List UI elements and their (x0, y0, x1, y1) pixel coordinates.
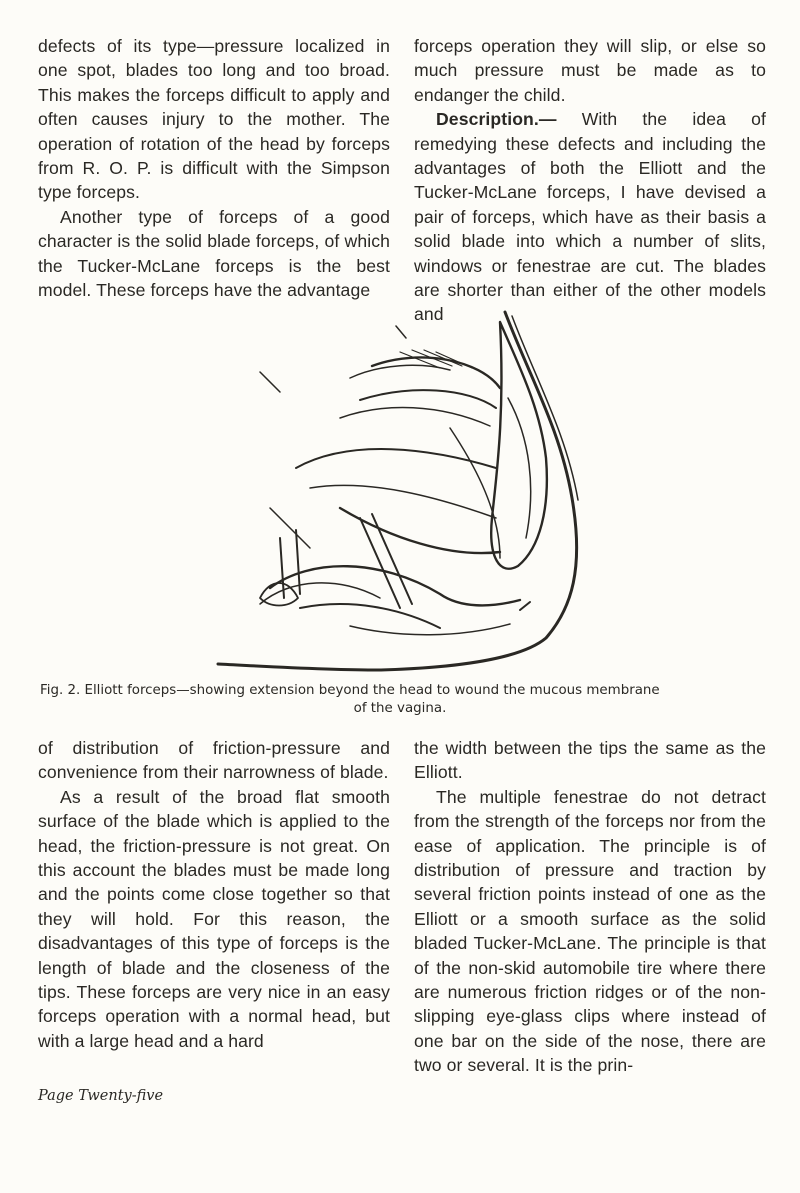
paragraph: of distribution of friction-pressure and convenience from their narrowness of blade. (38, 738, 390, 783)
paragraph: defects of its type—pressure localized in one spot, blades too long and too broad. This makes the forceps difficult to apply and often causes injury to the mother. The operation of rotation of the head by forceps from R. O. P. is difficult with the Simpson type forceps. (38, 36, 390, 203)
text-column-top-left (38, 34, 390, 302)
paragraph: As a result of the broad flat smooth surface of the blade which is applied to the head, the friction-pressure is not great. On this account the blades must be made long and the points come close together so that they will hold. For this reason, the disadvantages of this type of forceps is the length of blade and the closeness of the tips. These forceps are very nice in an easy forceps operation with a normal head, but with a large head and a hard (38, 786, 390, 1051)
caption-line-2: of the vagina. (353, 701, 447, 716)
figure-caption (40, 682, 760, 718)
caption-line-1: Fig. 2. Elliott forceps—showing extension beyond the head to wound the mucous membrane (40, 683, 660, 698)
paragraph: forceps operation they will slip, or else so much pressure must be made as to endanger the child. (414, 36, 766, 105)
paragraph: the width between the tips the same as the Elliott. (414, 738, 766, 783)
text-column-bottom-right (414, 736, 766, 1078)
text-column-top-right (414, 34, 766, 327)
forceps-illustration (200, 308, 600, 680)
section-heading: Description.— (436, 109, 557, 130)
paragraph-text: With the idea of remedying these defects and including the advantages of both the Elliott and the Tucker-McLane forceps, I have devised a pair of forceps, which have as their basis a solid blade into which a number of slits, windows or fenestrae are cut. The blades are shorter than either of the other models and (414, 109, 766, 325)
page-label: Page Twenty-five (38, 1088, 164, 1104)
paragraph: The multiple fenestrae do not detract from the strength of the forceps nor from the ease of application. The principle is of distribution of pressure and traction by several friction points instead of one as the Elliott or a smooth surface as the solid bladed Tucker-McLane. The principle is that of the non-skid automobile tire where there are numerous friction ridges or of the non-slipping eye-glass clips where instead of one bar on the side of the nose, there are two or several. It is the prin- (414, 786, 766, 1076)
paragraph: Another type of forceps of a good character is the solid blade forceps, of which the Tucker-McLane forceps is the best model. These forceps have the advantage (38, 206, 390, 301)
paragraph-description (414, 107, 766, 327)
text-column-bottom-left (38, 736, 390, 1053)
